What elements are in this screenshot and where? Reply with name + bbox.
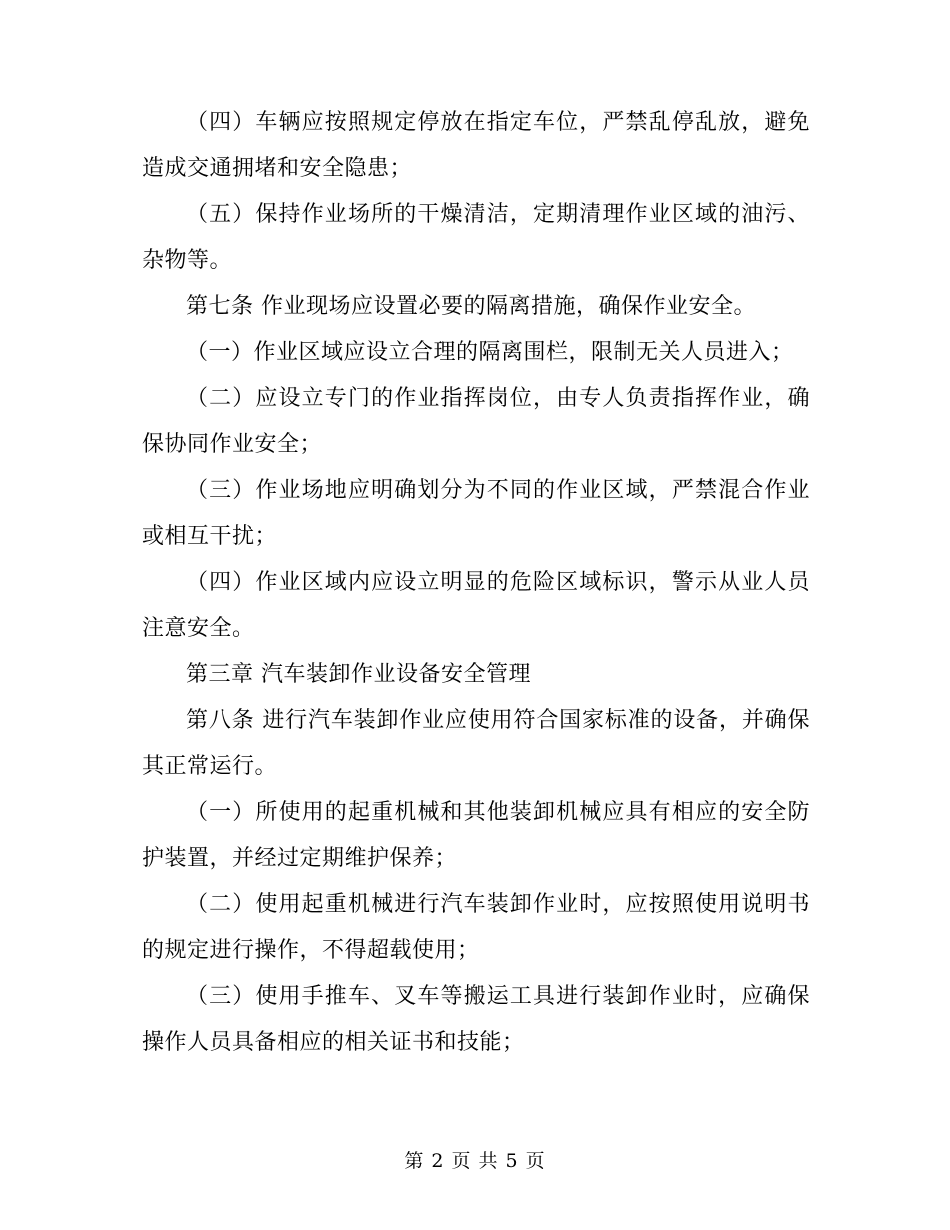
article-7-heading: 第七条 作业现场应设置必要的隔离措施，确保作业安全。 [186,294,756,319]
paragraph-isolation-fence: （一）作业区域应设立合理的隔离围栏，限制无关人员进入； [186,340,794,365]
paragraph-crane-protection: （一）所使用的起重机械和其他装卸机械应具有相应的安全防护装置，并经过定期维护保养； [142,800,810,871]
paragraph-crane-operation: （二）使用起重机械进行汽车装卸作业时，应按照使用说明书的规定进行操作，不得超载使用； [142,892,810,963]
article-8-heading: 第八条 进行汽车装卸作业应使用符合国家标准的设备，并确保其正常运行。 [142,708,810,779]
paragraph-site-cleanliness: （五）保持作业场所的干燥清洁，定期清理作业区域的油污、杂物等。 [142,202,810,273]
paragraph-command-post: （二）应设立专门的作业指挥岗位，由专人负责指挥作业，确保协同作业安全； [142,386,810,457]
paragraph-handling-tools: （三）使用手推车、叉车等搬运工具进行装卸作业时，应确保操作人员具备相应的相关证书和技能； [142,984,810,1055]
paragraph-vehicle-parking: （四）车辆应按照规定停放在指定车位，严禁乱停乱放，避免造成交通拥堵和安全隐患； [142,110,810,181]
page-number-footer: 第 2 页 共 5 页 [404,1150,546,1172]
paragraph-work-zones: （三）作业场地应明确划分为不同的作业区域，严禁混合作业或相互干扰； [142,478,810,549]
document-body [142,100,810,1066]
paragraph-danger-signs: （四）作业区域内应设立明显的危险区域标识，警示从业人员注意安全。 [142,570,810,641]
chapter-3-heading: 第三章 汽车装卸作业设备安全管理 [186,662,531,687]
